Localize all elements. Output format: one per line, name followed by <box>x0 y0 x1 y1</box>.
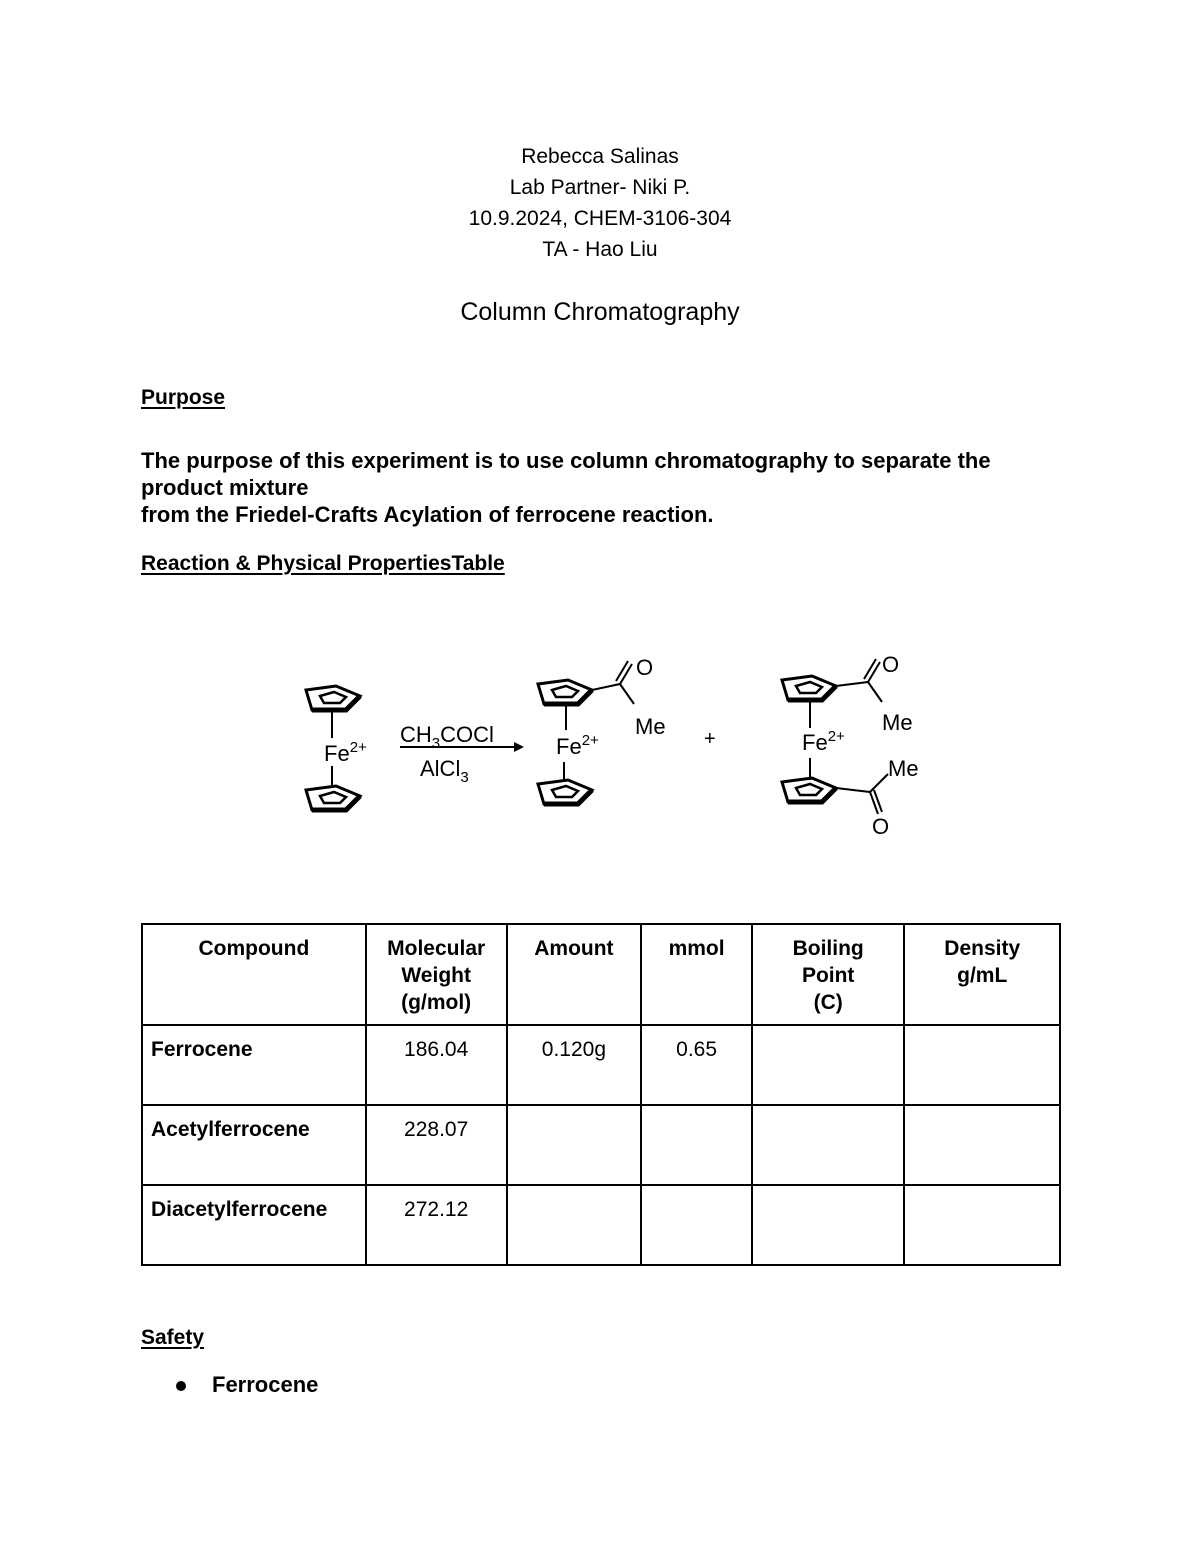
column-header: Molecular Weight (g/mol) <box>366 924 507 1025</box>
purpose-line: from the Friedel-Crafts Acylation of ferrocene reaction. <box>141 502 714 527</box>
physical-properties-table <box>141 923 1061 1266</box>
amount-cell <box>507 1185 642 1265</box>
ferrocene-structure <box>306 686 367 810</box>
density-cell <box>904 1185 1060 1265</box>
document-title: Column Chromatography <box>460 298 740 326</box>
purpose-line: The purpose of this experiment is to use column chromatography to separate the <box>141 448 991 473</box>
purpose-paragraph <box>141 447 1071 528</box>
oxygen-label: O <box>882 652 900 677</box>
methyl-label: Me <box>888 756 919 781</box>
reagent-aluminum-chloride: AlCl$_3$ <box>420 756 469 786</box>
purpose-heading: Purpose <box>141 386 226 409</box>
iron-label: $Fe^{2+}$ <box>802 728 845 755</box>
methyl-label: Me <box>635 714 666 739</box>
molecular-weight-cell: 186.04 <box>366 1025 507 1105</box>
boiling-point-cell <box>752 1105 905 1185</box>
oxygen-label: O <box>636 655 654 680</box>
reaction-heading: Reaction & Physical PropertiesTable <box>141 552 505 575</box>
plus-sign: + <box>704 728 716 750</box>
molecular-weight-cell: 228.07 <box>366 1105 507 1185</box>
iron-label: $Fe^{2+}$ <box>556 732 599 759</box>
purpose-line: product mixture <box>141 475 309 500</box>
compound-cell: Acetylferrocene <box>142 1105 366 1185</box>
compound-cell: Ferrocene <box>142 1025 366 1105</box>
teaching-assistant: TA - Hao Liu <box>542 238 658 261</box>
author-header <box>0 141 1200 265</box>
safety-heading: Safety <box>141 1326 205 1349</box>
bullet-icon <box>176 1381 186 1391</box>
acetylferrocene-structure <box>538 655 666 804</box>
reaction-arrow <box>514 742 524 752</box>
compound-cell: Diacetylferrocene <box>142 1185 366 1265</box>
reagent-acetyl-chloride: $CH_3COCl$ <box>400 722 494 752</box>
list-item <box>176 1372 318 1398</box>
methyl-label: Me <box>882 710 913 735</box>
column-header: mmol <box>641 924 752 1025</box>
column-header: Amount <box>507 924 642 1025</box>
reaction-scheme <box>290 648 930 848</box>
mmol-cell <box>641 1105 752 1185</box>
table-header-row <box>142 924 1060 1025</box>
boiling-point-cell <box>752 1185 905 1265</box>
author-name: Rebecca Salinas <box>521 145 679 168</box>
lab-partner: Lab Partner- Niki P. <box>509 176 691 199</box>
diacetylferrocene-structure <box>782 652 919 839</box>
table-row <box>142 1105 1060 1185</box>
molecular-weight-cell: 272.12 <box>366 1185 507 1265</box>
density-cell <box>904 1105 1060 1185</box>
amount-cell <box>507 1105 642 1185</box>
date-course: 10.9.2024, CHEM-3106-304 <box>468 207 732 230</box>
reaction-reagents <box>400 722 524 786</box>
safety-item-label: Ferrocene <box>212 1372 319 1397</box>
column-header: Density g/mL <box>904 924 1060 1025</box>
density-cell <box>904 1025 1060 1105</box>
safety-list <box>176 1372 318 1398</box>
boiling-point-cell <box>752 1025 905 1105</box>
column-header: Boiling Point (C) <box>752 924 905 1025</box>
mmol-cell: 0.65 <box>641 1025 752 1105</box>
oxygen-label: O <box>872 814 890 839</box>
table-row <box>142 1025 1060 1105</box>
mmol-cell <box>641 1185 752 1265</box>
amount-cell: 0.120g <box>507 1025 642 1105</box>
table-row <box>142 1185 1060 1265</box>
column-header: Compound <box>142 924 366 1025</box>
iron-label: $Fe^{2+}$ <box>324 739 367 766</box>
